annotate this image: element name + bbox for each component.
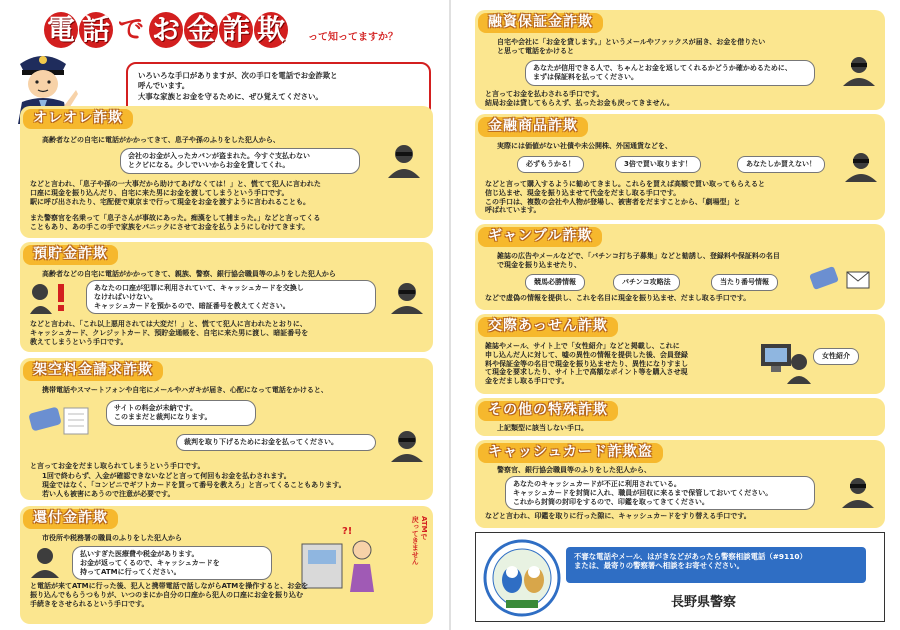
section-text: などと言われ、「これ以上悪用されては大変だ！」と、慌てて犯人に言われたとおりに、 キャッシュカード、クレジットカード、預貯金通帳を、自宅に来た男に渡し、暗証番号を 教えてしまうという手口です。: [30, 320, 309, 346]
speech-bubble: あなたの口座が犯罪に利用されていて、キャッシュカードを交換し なければいけない。 キャッシュカードを預かるので、暗証番号を教えてください。: [86, 280, 376, 314]
consultation-note: 不審な電話やメール、はがきなどがあったら警察相談電話（#9110） または、最寄りの警察署へ相談をお寄せください。: [566, 547, 866, 583]
section-text: 高齢者などの自宅に電話がかかってきて、息子や孫のふりをした犯人から、: [42, 136, 280, 144]
section-text: 警察官、銀行協会職員等のふりをした犯人から、: [497, 466, 651, 474]
page-fold: [449, 0, 451, 630]
phrase-chip: 女性紹介: [813, 348, 859, 365]
section-cashcard: [475, 440, 885, 528]
section-title: オレオレ詐欺: [23, 109, 133, 129]
speech-bubble: 払いすぎた医療費や税金があります。 お金が返ってくるので、キャッシュカードを 持ってATMに行ってください。: [72, 546, 272, 580]
intro-line: 大事な家族とお金を守るために、ぜひ覚えてください。: [138, 91, 323, 101]
section-title: 交際あっせん詐欺: [478, 317, 618, 337]
section-title: 還付金詐欺: [23, 509, 118, 529]
section-title: ギャンブル詐欺: [478, 227, 602, 247]
section-text: 上記類型に該当しない手口。: [497, 424, 588, 432]
section-text: と言ってお金を払わされる手口です。 結局お金は貸してもらえず、払ったお金も戻ってきません。: [485, 90, 674, 107]
speech-bubble: 会社のお金が入ったカバンが盗まれた。今すぐ支払わない とクビになる。少しでいいからお金を貸してくれ。: [120, 148, 360, 174]
svg-text:?!: ?!: [342, 526, 353, 537]
computer-user-icon: [757, 340, 811, 384]
contact-box: [475, 532, 885, 622]
section-text: と言ってお金をだまし取られてしまうという手口です。: [30, 462, 205, 470]
section-yushi: [475, 10, 885, 110]
section-title: 架空料金請求詐欺: [23, 361, 163, 381]
phrase-chip: パチンコ攻略法: [613, 274, 680, 291]
section-text: 実際には価値がない社債や未公開株、外国通貨などを、: [497, 142, 672, 150]
section-title: 融資保証金詐欺: [478, 13, 603, 33]
speech-bubble: あなたが信用できる人で、ちゃんとお金を返してくれるかどうか確かめるために、 まずは保証料を払ってください。: [525, 60, 815, 86]
section-kousai: [475, 314, 885, 394]
section-sonota: [475, 398, 885, 436]
section-title: 預貯金詐欺: [23, 245, 118, 265]
section-text: と電話が来てATMに行った後、犯人と携帯電話で話しながらATMを操作すると、お金を 振り込んでもらうつもりが、いつのまにか自分の口座から犯人の口座にお金を振り込む 手続きをさせられるという手口です。: [30, 582, 309, 608]
organization-name: 長野県警察: [671, 595, 737, 610]
title-char: 電: [44, 12, 78, 48]
title-char: 話: [79, 12, 113, 48]
section-text: 携帯電話やスマートフォンや自宅にメールやハガキが届き、心配になって電話をかけると、: [42, 386, 328, 394]
speech-bubble: サイトの料金が未納です。 このままだと裁判になります。: [106, 400, 256, 426]
section-text: 雑誌の広告やメールなどで、「パチンコ打ち子募集」などと勧誘し、登録料や保証料の名目 で現金を振り込ませたり、: [497, 252, 780, 269]
section-text: 1回で終わらず、入金が確認できないなどと言って何回もお金を払わされます。 現金ではなく、「コンビニでギフトカードを買って番号を教えろ」と言ってくることもあります。 若い人も被害にあうので注意が必要です。: [42, 472, 346, 498]
official-icon: [28, 544, 62, 578]
title-suffix: って知ってますか？: [308, 32, 398, 43]
section-kanpu: [20, 506, 433, 624]
warning-icon: [28, 280, 70, 314]
main-title: [44, 12, 288, 48]
section-text: 市役所や税務署の職員のふりをした犯人から: [42, 534, 182, 542]
suspect-icon: [839, 54, 879, 86]
phrase-chip: 必ずもうかる！: [517, 156, 584, 173]
title-char: で: [117, 15, 144, 45]
title-char: 欺: [254, 12, 288, 48]
title-char: お: [149, 12, 183, 48]
phone-mail-icon: [805, 266, 875, 296]
section-oreore: [20, 106, 433, 238]
section-text: などと言って購入するように勧めてきまし。これらを買えば高額で買い取ってもらえると 信じ込ませ、現金を振り込ませて代金をだまし取る手口です。 この手口は、複数の会社や人物が登場し、被害者をだますことから、「劇場型」と 呼ばれています。: [485, 180, 765, 215]
section-text: 雑誌やメール、サイト上で「女性紹介」などと掲載し、これに 申し込んだ人に対して、嘘の異性の情報を提供した後、会員登録 料や保証金等の名目で現金を振り込ませたり、異性になりすまし て現金を要求したり、サイト上で高額なポイント等を購入させ現 金をだまし取る手口です。: [485, 342, 688, 385]
suspect-icon: [839, 474, 877, 508]
section-text: 自宅や会社に「お金を貸します。」というメールやファックスが届き、お金を借りたい と思って電話をかけると: [497, 38, 766, 55]
suspect-icon: [388, 280, 426, 314]
phrase-chip: 当たり番号情報: [711, 274, 778, 291]
suspect-icon: [384, 142, 424, 178]
title-char: 詐: [219, 12, 253, 48]
atm-note: ATMで 戻ってきません: [411, 516, 428, 565]
phrase-chip: あなたしか買えない！: [737, 156, 825, 173]
section-text: また警察官を名乗って「息子さんが事故にあった。痴漢をして捕まった。」などと言ってくる こともあり、あの手この手で家族をパニックにさせてお金を払うようにしむけてきます。: [30, 214, 321, 231]
section-title: キャッシュカード詐欺盗: [478, 443, 663, 463]
section-title: その他の特殊詐欺: [478, 401, 618, 421]
atm-icon: [296, 520, 386, 592]
title-char: 金: [184, 12, 218, 48]
intro-line: 呼んでいます。: [138, 81, 190, 91]
section-kinyu: [475, 114, 885, 220]
left-page: [0, 0, 440, 630]
police-mascot-seal-icon: [482, 538, 562, 618]
section-title: 金融商品詐欺: [478, 117, 588, 137]
intro-line: いろいろな手口がありますが、次の手口を電話でお金詐欺と: [138, 71, 338, 80]
speech-bubble: 裁判を取り下げるためにお金を払ってください。: [176, 434, 376, 451]
section-kakuu: [20, 358, 433, 500]
section-yochokin: [20, 242, 433, 352]
phrase-chip: 3倍で買い取ります！: [615, 156, 701, 173]
suspect-icon: [388, 428, 426, 462]
section-gamble: [475, 224, 885, 310]
section-text: などと言われ、「息子や孫の一大事だから助けてあげなくては！」と、慌てて犯人に言われた 口座に現金を振り込んだり、自宅に来た男にお金を渡してしまうという手口です。 駅に呼び出されたり、宅配便で東京まで行って現金をお金を渡すように言われることも。: [30, 180, 321, 206]
suspect-icon: [843, 150, 879, 182]
section-text: などと言われ、印鑑を取りに行った隙に、キャッシュカードをすり替える手口です。: [485, 512, 751, 520]
speech-bubble: あなたのキャッシュカードが不正に利用されている。 キャッシュカードを封筒に入れ、職員が回収に来るまで保管しておいてください。 これから封筒の封印をするので、印鑑を取ってきてください。: [505, 476, 815, 510]
section-text: 高齢者などの自宅に電話がかかってきて、親族、警察、銀行協会職員等のふりをした犯人から: [42, 270, 336, 278]
section-text: などで虚偽の情報を提供し、これを名目に現金を振り込ませ、だまし取る手口です。: [485, 294, 751, 302]
phrase-chip: 競馬必勝情報: [525, 274, 585, 291]
smartphone-icon: [28, 402, 92, 438]
